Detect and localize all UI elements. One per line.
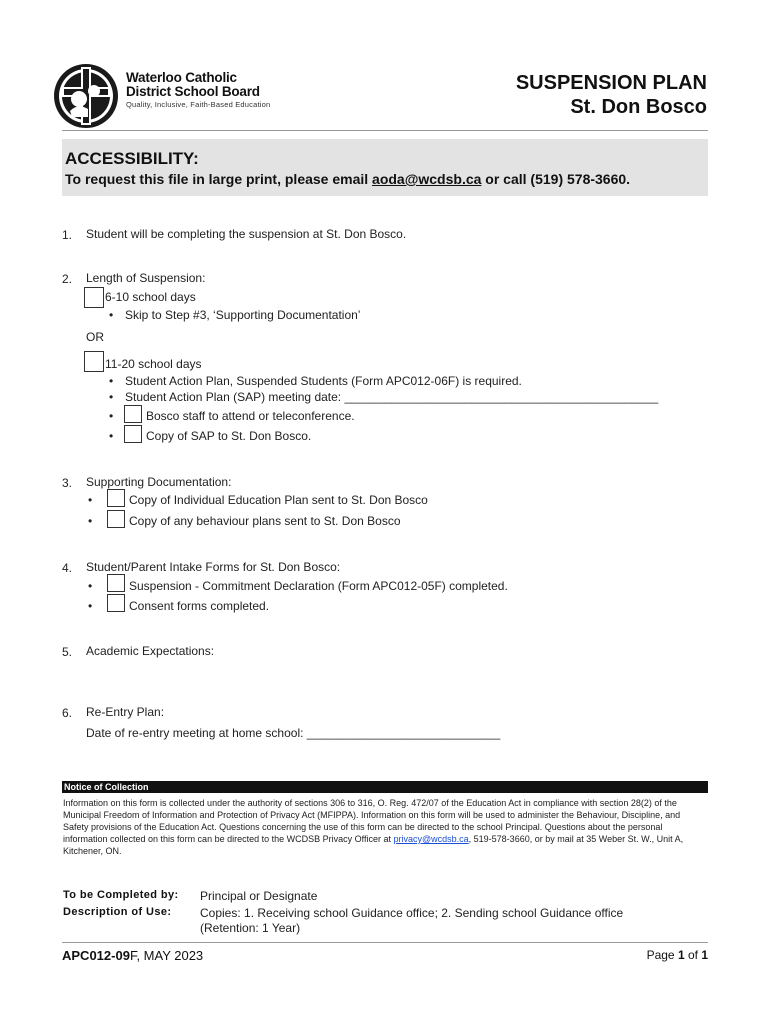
option-6-10-days-checkbox[interactable] — [84, 287, 104, 308]
bullet-icon: • — [88, 493, 93, 507]
page-number — [647, 948, 708, 962]
form-code — [62, 948, 203, 963]
page-label: Page — [646, 948, 678, 962]
logo-wordmark — [126, 71, 270, 109]
reentry-date-field[interactable]: Date of re-entry meeting at home school: _____________________________ — [86, 726, 501, 740]
accessibility-email-link[interactable]: aoda@wcdsb.ca — [372, 171, 482, 187]
notice-body-after: , 519-578-3660, or by mail at 35 Weber St. W., Unit A, Kitchener, ON. — [63, 834, 684, 856]
copy-sap-checkbox[interactable] — [124, 425, 142, 443]
description-label: Description of Use: — [63, 906, 172, 918]
page-subtitle: St. Don Bosco — [570, 96, 707, 118]
option2-bullet4-text: Copy of SAP to St. Don Bosco. — [146, 429, 312, 443]
description-value-line1: Copies: 1. Receiving school Guidance office; 2. Sending school Guidance office — [200, 906, 624, 920]
iep-copy-checkbox[interactable] — [107, 489, 125, 507]
notice-text — [63, 797, 708, 857]
sap-meeting-date-field[interactable]: Student Action Plan (SAP) meeting date: _______________________________________________ — [125, 390, 659, 404]
commitment-declaration-checkbox[interactable] — [107, 574, 125, 592]
item4-number: 4. — [62, 561, 73, 575]
completed-by-label: To be Completed by: — [63, 889, 179, 901]
notice-heading-bar — [62, 781, 708, 793]
description-value-line2: (Retention: 1 Year) — [200, 921, 301, 935]
logo-tagline: Quality, Inclusive, Faith-Based Education — [126, 100, 271, 109]
item3-number: 3. — [62, 476, 73, 490]
bullet-icon: • — [109, 390, 114, 404]
behaviour-plans-checkbox[interactable] — [107, 510, 125, 528]
completed-by-value: Principal or Designate — [200, 889, 318, 903]
item2-number: 2. — [62, 272, 73, 286]
item5-label: Academic Expectations: — [86, 644, 215, 658]
form-code-rest: F, MAY 2023 — [129, 948, 204, 963]
privacy-email-link[interactable]: privacy@wcdsb.ca — [393, 834, 469, 844]
title-block — [516, 71, 707, 120]
page-current: 1 — [677, 948, 685, 962]
accessibility-text-after: or call (519) 578-3660. — [481, 171, 631, 187]
item3-label: Supporting Documentation: — [86, 475, 232, 489]
option-11-20-days-label: 11-20 school days — [105, 357, 202, 371]
option2-bullet1-text: Student Action Plan, Suspended Students (Form APC012-06F) is required. — [125, 374, 522, 388]
accessibility-heading: ACCESSIBILITY: — [65, 149, 199, 168]
logo-name-line1: Waterloo Catholic — [126, 70, 237, 85]
item5-number: 5. — [62, 645, 73, 659]
accessibility-text — [65, 171, 630, 187]
bullet-icon: • — [109, 409, 114, 423]
wcdsb-crest-icon — [52, 61, 122, 131]
bullet-icon: • — [109, 374, 114, 388]
item3-bullet1-text: Copy of Individual Education Plan sent to St. Don Bosco — [129, 493, 428, 507]
item4-bullet1-text: Suspension - Commitment Declaration (Form APC012-05F) completed. — [129, 579, 508, 593]
form-code-bold: APC012-09 — [62, 948, 130, 963]
accessibility-text-before: To request this file in large print, please email — [65, 171, 373, 187]
footer-divider — [62, 942, 708, 943]
notice-body: Information on this form is collected under the authority of sections 306 to 316, O. Reg. 472/07 of the Education Act in compliance with section 28(2) of the Municipal Freedom of Information and Protection of Privacy Act (MFIPPA). Information on this form will be used to administer the Behaviour, Discipline, and Safety provisions of the Education Act. Questions concerning the use of this form can be directed to the school Principal. Questions about the personal information collected on this form can be directed to the WCDSB Privacy Officer at — [63, 798, 681, 844]
option2-bullet3-text: Bosco staff to attend or teleconference. — [146, 409, 355, 423]
logo-name-line2: District School Board — [126, 83, 260, 99]
header-divider — [62, 130, 708, 131]
bullet-icon: • — [109, 429, 114, 443]
page-title: SUSPENSION PLAN — [515, 72, 707, 94]
notice-heading: Notice of Collection — [64, 782, 149, 792]
or-label: OR — [86, 330, 104, 344]
option-11-20-days-checkbox[interactable] — [84, 351, 104, 372]
option1-bullet-text: Skip to Step #3, ‘Supporting Documentation’ — [125, 308, 361, 322]
item2-label: Length of Suspension: — [86, 271, 206, 285]
bosco-staff-attend-checkbox[interactable] — [124, 405, 142, 423]
bullet-icon: • — [88, 514, 93, 528]
item4-bullet2-text: Consent forms completed. — [129, 599, 270, 613]
bullet-icon: • — [88, 579, 93, 593]
accessibility-box — [62, 139, 708, 196]
item6-label: Re-Entry Plan: — [86, 705, 165, 719]
consent-forms-checkbox[interactable] — [107, 594, 125, 612]
item1-text: Student will be completing the suspension at St. Don Bosco. — [86, 227, 407, 241]
item4-label: Student/Parent Intake Forms for St. Don Bosco: — [86, 560, 341, 574]
item3-bullet2-text: Copy of any behaviour plans sent to St. Don Bosco — [129, 514, 401, 528]
item1-number: 1. — [62, 228, 73, 242]
page-total: 1 — [701, 948, 708, 962]
option-6-10-days-label: 6-10 school days — [105, 290, 196, 304]
page-of: of — [684, 948, 702, 962]
item6-number: 6. — [62, 706, 73, 720]
bullet-icon: • — [88, 599, 93, 613]
bullet-icon: • — [109, 308, 114, 322]
